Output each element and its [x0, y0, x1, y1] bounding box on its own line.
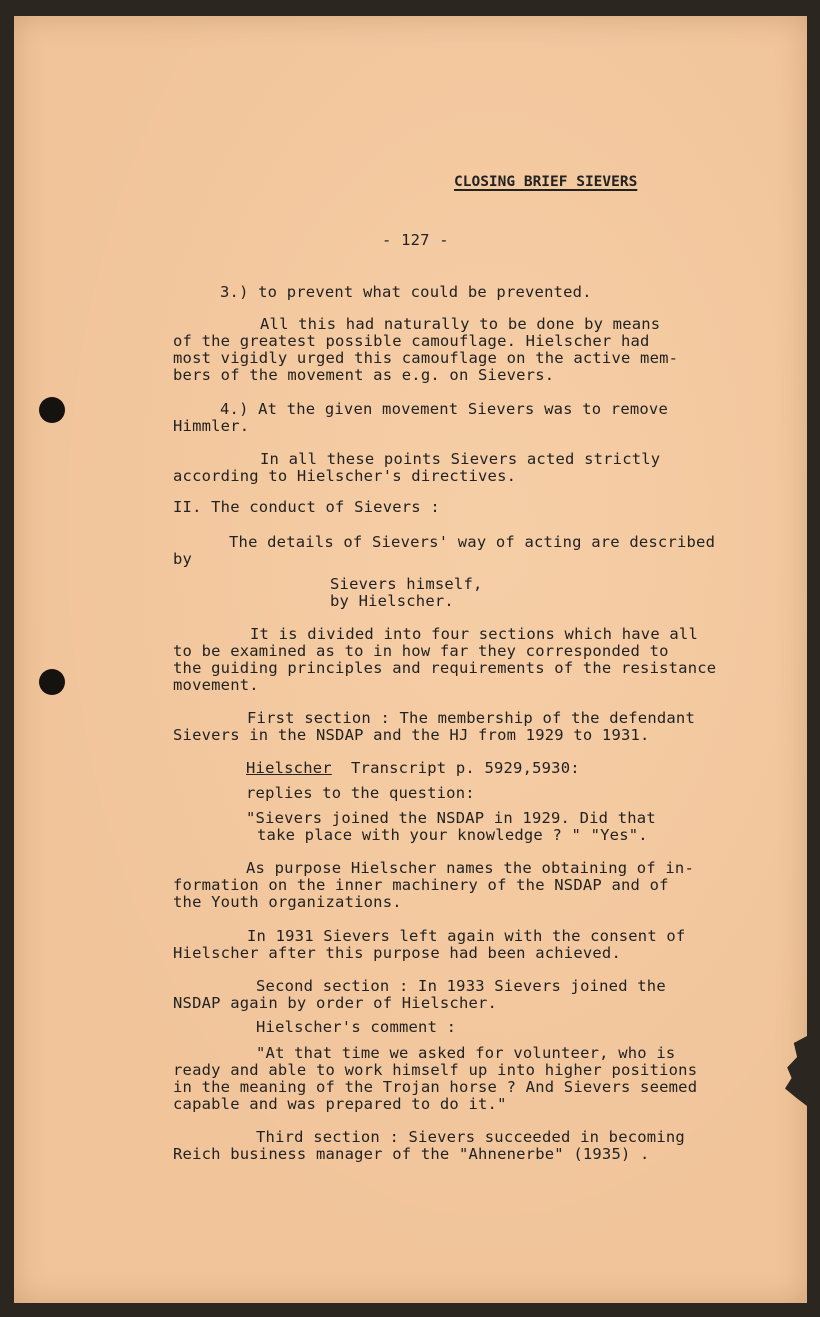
text-line: by Hielscher.: [330, 592, 454, 610]
text-line: First section : The membership of the defendant: [247, 709, 695, 727]
text-line: As purpose Hielscher names the obtaining of in-: [246, 859, 694, 877]
quote-line: "Sievers joined the NSDAP in 1929. Did that: [246, 809, 656, 827]
text-line: NSDAP again by order of Hielscher.: [173, 994, 498, 1012]
text-line: 3.) to prevent what could be prevented.: [220, 283, 592, 301]
text-line: Reich business manager of the "Ahnenerbe" (1935) .: [173, 1145, 650, 1163]
text-line: the guiding principles and requirements of the resistance: [173, 659, 717, 677]
text-line: Hielscher after this purpose had been achieved.: [173, 944, 621, 962]
section-heading: II. The conduct of Sievers :: [173, 498, 440, 516]
text-line: All this had naturally to be done by means: [260, 315, 661, 333]
text-line: to be examined as to in how far they corresponded to: [173, 642, 669, 660]
text-line: Second section : In 1933 Sievers joined the: [256, 977, 666, 995]
quote-line: ready and able to work himself up into higher positions: [173, 1061, 698, 1079]
text-line: most vigidly urged this camouflage on the active mem-: [173, 349, 679, 367]
page-number: - 127 -: [382, 231, 449, 249]
text-line: replies to the question:: [246, 784, 475, 802]
text-line: the Youth organizations.: [173, 893, 402, 911]
quote-line: in the meaning of the Trojan horse ? And Sievers seemed: [173, 1078, 698, 1096]
quote-line: capable and was prepared to do it.": [173, 1095, 507, 1113]
text-line: 4.) At the given movement Sievers was to remove: [220, 400, 668, 418]
quote-line: take place with your knowledge ? " "Yes".: [257, 826, 648, 844]
text-line: bers of the movement as e.g. on Sievers.: [173, 366, 555, 384]
punch-hole-top: [39, 397, 65, 423]
quote-line: "At that time we asked for volunteer, who is: [256, 1044, 676, 1062]
text-line: movement.: [173, 676, 259, 694]
citation-ref: Transcript p. 5929,5930:: [351, 759, 580, 777]
text-line: Sievers himself,: [330, 575, 483, 593]
text-line: Hielscher's comment :: [256, 1018, 457, 1036]
text-line: In all these points Sievers acted strictly: [260, 450, 661, 468]
torn-edge: [785, 1036, 807, 1106]
text-line: by: [173, 550, 193, 568]
citation-name: Hielscher: [246, 759, 332, 777]
text-line: It is divided into four sections which have all: [250, 625, 698, 643]
document-page: [14, 16, 807, 1303]
text-line: of the greatest possible camouflage. Hielscher had: [173, 332, 650, 350]
punch-hole-bottom: [39, 669, 65, 695]
text-line: Third section : Sievers succeeded in becoming: [256, 1128, 685, 1146]
text-line: according to Hielscher's directives.: [173, 467, 517, 485]
text-line: In 1931 Sievers left again with the consent of: [247, 927, 686, 945]
header-title: CLOSING BRIEF SIEVERS: [454, 174, 638, 190]
text-line: Himmler.: [173, 417, 250, 435]
text-line: Sievers in the NSDAP and the HJ from 1929 to 1931.: [173, 726, 650, 744]
text-line: The details of Sievers' way of acting are described: [229, 533, 716, 551]
text-line: formation on the inner machinery of the NSDAP and of: [173, 876, 669, 894]
